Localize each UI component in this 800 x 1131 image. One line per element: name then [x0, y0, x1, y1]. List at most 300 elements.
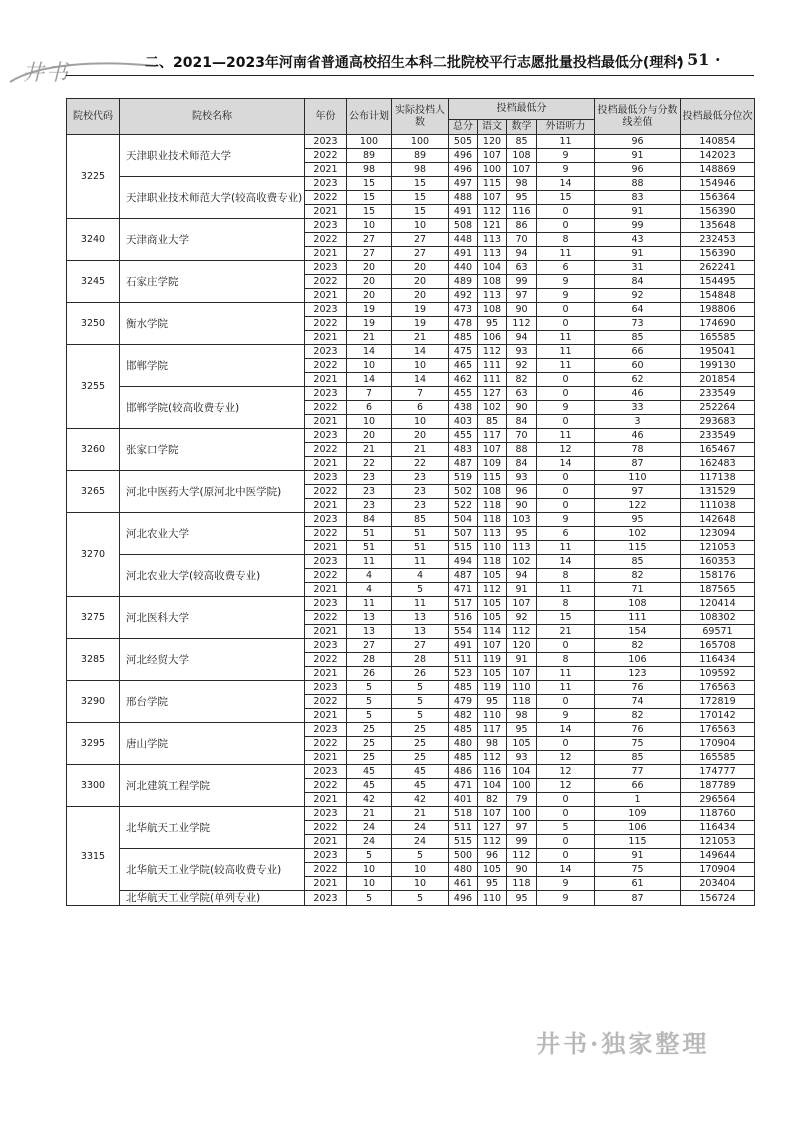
listening-cell: 8	[537, 597, 595, 611]
year-cell: 2023	[305, 429, 347, 443]
diff-cell: 76	[595, 723, 681, 737]
listening-cell: 11	[537, 541, 595, 555]
listening-cell: 0	[537, 415, 595, 429]
rank-cell: 158176	[681, 569, 755, 583]
math-cell: 97	[507, 289, 537, 303]
chinese-cell: 111	[478, 373, 507, 387]
table-row	[67, 849, 755, 863]
total-cell: 505	[449, 135, 478, 149]
rank-cell: 187789	[681, 779, 755, 793]
school-code-cell: 3300	[67, 765, 120, 807]
listening-cell: 0	[537, 849, 595, 863]
math-cell: 110	[507, 681, 537, 695]
page-title: 二、2021—2023年河南省普通高校招生本科二批院校平行志愿批量投档最低分(理科)	[145, 55, 684, 71]
listening-cell: 9	[537, 877, 595, 891]
table-row	[67, 261, 755, 275]
plan-cell: 10	[347, 863, 392, 877]
actual-cell: 15	[392, 177, 449, 191]
year-cell: 2022	[305, 233, 347, 247]
actual-cell: 21	[392, 331, 449, 345]
total-cell: 494	[449, 555, 478, 569]
listening-cell: 12	[537, 443, 595, 457]
plan-cell: 100	[347, 135, 392, 149]
table-row	[67, 345, 755, 359]
year-cell: 2021	[305, 247, 347, 261]
listening-cell: 0	[537, 835, 595, 849]
year-cell: 2022	[305, 317, 347, 331]
school-name-cell: 河北中医药大学(原河北中医学院)	[120, 471, 305, 513]
rank-cell: 121053	[681, 541, 755, 555]
col-header-total: 总分	[449, 120, 478, 135]
actual-cell: 13	[392, 625, 449, 639]
year-cell: 2023	[305, 807, 347, 821]
diff-cell: 123	[595, 667, 681, 681]
diff-cell: 75	[595, 863, 681, 877]
actual-cell: 24	[392, 821, 449, 835]
chinese-cell: 110	[478, 541, 507, 555]
math-cell: 95	[507, 891, 537, 906]
total-cell: 462	[449, 373, 478, 387]
actual-cell: 89	[392, 149, 449, 163]
total-cell: 502	[449, 485, 478, 499]
chinese-cell: 119	[478, 653, 507, 667]
chinese-cell: 120	[478, 135, 507, 149]
actual-cell: 25	[392, 737, 449, 751]
math-cell: 86	[507, 219, 537, 233]
chinese-cell: 119	[478, 681, 507, 695]
listening-cell: 11	[537, 135, 595, 149]
school-name-cell: 邯郸学院	[120, 345, 305, 387]
diff-cell: 78	[595, 443, 681, 457]
diff-cell: 74	[595, 695, 681, 709]
actual-cell: 20	[392, 289, 449, 303]
diff-cell: 73	[595, 317, 681, 331]
listening-cell: 0	[537, 219, 595, 233]
chinese-cell: 104	[478, 261, 507, 275]
table-row	[67, 597, 755, 611]
chinese-cell: 95	[478, 877, 507, 891]
plan-cell: 25	[347, 751, 392, 765]
total-cell: 403	[449, 415, 478, 429]
total-cell: 440	[449, 261, 478, 275]
listening-cell: 14	[537, 863, 595, 877]
math-cell: 90	[507, 499, 537, 513]
chinese-cell: 100	[478, 163, 507, 177]
year-cell: 2023	[305, 597, 347, 611]
math-cell: 82	[507, 373, 537, 387]
table-row	[67, 513, 755, 527]
col-header-code: 院校代码	[67, 99, 120, 135]
math-cell: 90	[507, 863, 537, 877]
actual-cell: 20	[392, 275, 449, 289]
year-cell: 2023	[305, 723, 347, 737]
listening-cell: 11	[537, 667, 595, 681]
school-name-cell: 邢台学院	[120, 681, 305, 723]
math-cell: 94	[507, 569, 537, 583]
math-cell: 102	[507, 555, 537, 569]
rank-cell: 203404	[681, 877, 755, 891]
footer-watermark: 井书·独家整理	[536, 1029, 710, 1058]
math-cell: 95	[507, 527, 537, 541]
diff-cell: 91	[595, 205, 681, 219]
total-cell: 480	[449, 863, 478, 877]
math-cell: 100	[507, 807, 537, 821]
diff-cell: 76	[595, 681, 681, 695]
total-cell: 488	[449, 191, 478, 205]
scores-table-container	[66, 98, 754, 906]
plan-cell: 15	[347, 177, 392, 191]
math-cell: 107	[507, 597, 537, 611]
rank-cell: 148869	[681, 163, 755, 177]
scores-table	[66, 98, 755, 906]
listening-cell: 21	[537, 625, 595, 639]
actual-cell: 15	[392, 191, 449, 205]
actual-cell: 11	[392, 597, 449, 611]
total-cell: 448	[449, 233, 478, 247]
plan-cell: 98	[347, 163, 392, 177]
rank-cell: 121053	[681, 835, 755, 849]
total-cell: 461	[449, 877, 478, 891]
school-code-cell: 3260	[67, 429, 120, 471]
math-cell: 84	[507, 457, 537, 471]
diff-cell: 46	[595, 429, 681, 443]
school-name-cell: 河北医科大学	[120, 597, 305, 639]
rank-cell: 187565	[681, 583, 755, 597]
math-cell: 70	[507, 429, 537, 443]
year-cell: 2023	[305, 639, 347, 653]
listening-cell: 12	[537, 779, 595, 793]
school-name-cell: 河北建筑工程学院	[120, 765, 305, 807]
year-cell: 2021	[305, 499, 347, 513]
actual-cell: 5	[392, 695, 449, 709]
diff-cell: 62	[595, 373, 681, 387]
year-cell: 2022	[305, 863, 347, 877]
school-name-cell: 北华航天工业学院(较高收费专业)	[120, 849, 305, 891]
plan-cell: 27	[347, 639, 392, 653]
math-cell: 63	[507, 387, 537, 401]
listening-cell: 6	[537, 527, 595, 541]
school-name-cell: 河北农业大学	[120, 513, 305, 555]
actual-cell: 98	[392, 163, 449, 177]
listening-cell: 15	[537, 611, 595, 625]
chinese-cell: 112	[478, 205, 507, 219]
listening-cell: 9	[537, 163, 595, 177]
listening-cell: 9	[537, 891, 595, 906]
math-cell: 98	[507, 177, 537, 191]
rank-cell: 142023	[681, 149, 755, 163]
rank-cell: 176563	[681, 723, 755, 737]
math-cell: 90	[507, 401, 537, 415]
school-code-cell: 3270	[67, 513, 120, 597]
header-rule	[66, 75, 754, 76]
diff-cell: 106	[595, 653, 681, 667]
school-code-cell: 3245	[67, 261, 120, 303]
rank-cell: 165585	[681, 331, 755, 345]
diff-cell: 88	[595, 177, 681, 191]
year-cell: 2022	[305, 779, 347, 793]
total-cell: 485	[449, 331, 478, 345]
plan-cell: 21	[347, 331, 392, 345]
table-row	[67, 639, 755, 653]
actual-cell: 45	[392, 765, 449, 779]
actual-cell: 85	[392, 513, 449, 527]
rank-cell: 156390	[681, 205, 755, 219]
table-header	[67, 99, 755, 135]
math-cell: 118	[507, 695, 537, 709]
diff-cell: 85	[595, 331, 681, 345]
actual-cell: 14	[392, 373, 449, 387]
chinese-cell: 109	[478, 457, 507, 471]
chinese-cell: 115	[478, 471, 507, 485]
actual-cell: 10	[392, 877, 449, 891]
actual-cell: 26	[392, 667, 449, 681]
total-cell: 522	[449, 499, 478, 513]
year-cell: 2022	[305, 611, 347, 625]
rank-cell: 174690	[681, 317, 755, 331]
rank-cell: 165467	[681, 443, 755, 457]
col-header-diff: 投档最低分与分数线差值	[595, 99, 681, 135]
year-cell: 2022	[305, 275, 347, 289]
col-header-actual: 实际投档人数	[392, 99, 449, 135]
total-cell: 496	[449, 149, 478, 163]
total-cell: 455	[449, 429, 478, 443]
listening-cell: 11	[537, 681, 595, 695]
diff-cell: 82	[595, 709, 681, 723]
total-cell: 485	[449, 723, 478, 737]
chinese-cell: 105	[478, 597, 507, 611]
diff-cell: 85	[595, 751, 681, 765]
listening-cell: 0	[537, 793, 595, 807]
diff-cell: 96	[595, 135, 681, 149]
total-cell: 479	[449, 695, 478, 709]
actual-cell: 25	[392, 751, 449, 765]
rank-cell: 170904	[681, 863, 755, 877]
actual-cell: 27	[392, 247, 449, 261]
table-row	[67, 555, 755, 569]
year-cell: 2023	[305, 303, 347, 317]
year-cell: 2021	[305, 457, 347, 471]
math-cell: 108	[507, 149, 537, 163]
plan-cell: 20	[347, 289, 392, 303]
total-cell: 491	[449, 205, 478, 219]
rank-cell: 118760	[681, 807, 755, 821]
diff-cell: 83	[595, 191, 681, 205]
actual-cell: 51	[392, 527, 449, 541]
diff-cell: 97	[595, 485, 681, 499]
rank-cell: 262241	[681, 261, 755, 275]
chinese-cell: 107	[478, 443, 507, 457]
chinese-cell: 118	[478, 555, 507, 569]
listening-cell: 0	[537, 499, 595, 513]
chinese-cell: 112	[478, 751, 507, 765]
plan-cell: 5	[347, 681, 392, 695]
chinese-cell: 107	[478, 807, 507, 821]
year-cell: 2023	[305, 219, 347, 233]
school-name-cell: 天津职业技术师范大学	[120, 135, 305, 177]
page-number: · 51 ·	[676, 50, 721, 69]
rank-cell: 117138	[681, 471, 755, 485]
plan-cell: 89	[347, 149, 392, 163]
actual-cell: 5	[392, 709, 449, 723]
actual-cell: 4	[392, 569, 449, 583]
rank-cell: 198806	[681, 303, 755, 317]
chinese-cell: 115	[478, 177, 507, 191]
chinese-cell: 112	[478, 345, 507, 359]
year-cell: 2021	[305, 583, 347, 597]
rank-cell: 111038	[681, 499, 755, 513]
listening-cell: 9	[537, 513, 595, 527]
diff-cell: 122	[595, 499, 681, 513]
listening-cell: 0	[537, 317, 595, 331]
total-cell: 489	[449, 275, 478, 289]
plan-cell: 23	[347, 499, 392, 513]
year-cell: 2022	[305, 485, 347, 499]
total-cell: 487	[449, 569, 478, 583]
chinese-cell: 118	[478, 513, 507, 527]
actual-cell: 21	[392, 443, 449, 457]
listening-cell: 9	[537, 149, 595, 163]
actual-cell: 11	[392, 555, 449, 569]
year-cell: 2022	[305, 443, 347, 457]
plan-cell: 45	[347, 779, 392, 793]
school-name-cell: 天津商业大学	[120, 219, 305, 261]
chinese-cell: 104	[478, 779, 507, 793]
table-row	[67, 219, 755, 233]
year-cell: 2023	[305, 345, 347, 359]
rank-cell: 69571	[681, 625, 755, 639]
diff-cell: 115	[595, 835, 681, 849]
math-cell: 94	[507, 331, 537, 345]
year-cell: 2022	[305, 569, 347, 583]
listening-cell: 9	[537, 275, 595, 289]
school-code-cell: 3285	[67, 639, 120, 681]
plan-cell: 42	[347, 793, 392, 807]
rank-cell: 172819	[681, 695, 755, 709]
chinese-cell: 117	[478, 723, 507, 737]
actual-cell: 14	[392, 345, 449, 359]
plan-cell: 14	[347, 373, 392, 387]
diff-cell: 91	[595, 849, 681, 863]
table-row	[67, 303, 755, 317]
math-cell: 120	[507, 639, 537, 653]
plan-cell: 27	[347, 233, 392, 247]
plan-cell: 23	[347, 485, 392, 499]
year-cell: 2023	[305, 765, 347, 779]
actual-cell: 5	[392, 891, 449, 906]
diff-cell: 75	[595, 737, 681, 751]
total-cell: 508	[449, 219, 478, 233]
math-cell: 93	[507, 345, 537, 359]
math-cell: 112	[507, 625, 537, 639]
year-cell: 2021	[305, 709, 347, 723]
year-cell: 2022	[305, 737, 347, 751]
rank-cell: 174777	[681, 765, 755, 779]
actual-cell: 19	[392, 303, 449, 317]
diff-cell: 106	[595, 821, 681, 835]
rank-cell: 156724	[681, 891, 755, 906]
table-row	[67, 387, 755, 401]
year-cell: 2022	[305, 149, 347, 163]
year-cell: 2023	[305, 555, 347, 569]
plan-cell: 5	[347, 695, 392, 709]
listening-cell: 0	[537, 471, 595, 485]
year-cell: 2021	[305, 793, 347, 807]
listening-cell: 9	[537, 289, 595, 303]
table-row	[67, 765, 755, 779]
diff-cell: 43	[595, 233, 681, 247]
rank-cell: 156390	[681, 247, 755, 261]
table-row	[67, 723, 755, 737]
diff-cell: 109	[595, 807, 681, 821]
listening-cell: 14	[537, 555, 595, 569]
chinese-cell: 82	[478, 793, 507, 807]
math-cell: 96	[507, 485, 537, 499]
rank-cell: 199130	[681, 359, 755, 373]
year-cell: 2021	[305, 835, 347, 849]
table-row	[67, 681, 755, 695]
listening-cell: 9	[537, 401, 595, 415]
diff-cell: 71	[595, 583, 681, 597]
math-cell: 92	[507, 611, 537, 625]
year-cell: 2022	[305, 821, 347, 835]
rank-cell: 149644	[681, 849, 755, 863]
diff-cell: 92	[595, 289, 681, 303]
chinese-cell: 106	[478, 331, 507, 345]
listening-cell: 11	[537, 247, 595, 261]
actual-cell: 10	[392, 863, 449, 877]
diff-cell: 95	[595, 513, 681, 527]
diff-cell: 96	[595, 163, 681, 177]
chinese-cell: 110	[478, 891, 507, 906]
listening-cell: 15	[537, 191, 595, 205]
actual-cell: 6	[392, 401, 449, 415]
plan-cell: 5	[347, 891, 392, 906]
total-cell: 401	[449, 793, 478, 807]
total-cell: 475	[449, 345, 478, 359]
listening-cell: 6	[537, 261, 595, 275]
total-cell: 487	[449, 457, 478, 471]
rank-cell: 233549	[681, 387, 755, 401]
diff-cell: 91	[595, 149, 681, 163]
listening-cell: 0	[537, 807, 595, 821]
plan-cell: 5	[347, 709, 392, 723]
plan-cell: 5	[347, 849, 392, 863]
chinese-cell: 121	[478, 219, 507, 233]
rank-cell: 252264	[681, 401, 755, 415]
math-cell: 118	[507, 877, 537, 891]
total-cell: 507	[449, 527, 478, 541]
year-cell: 2023	[305, 681, 347, 695]
actual-cell: 23	[392, 471, 449, 485]
diff-cell: 1	[595, 793, 681, 807]
actual-cell: 28	[392, 653, 449, 667]
total-cell: 516	[449, 611, 478, 625]
math-cell: 98	[507, 709, 537, 723]
diff-cell: 61	[595, 877, 681, 891]
math-cell: 105	[507, 737, 537, 751]
total-cell: 497	[449, 177, 478, 191]
diff-cell: 46	[595, 387, 681, 401]
rank-cell: 131529	[681, 485, 755, 499]
chinese-cell: 113	[478, 527, 507, 541]
chinese-cell: 118	[478, 499, 507, 513]
diff-cell: 66	[595, 345, 681, 359]
rank-cell: 160353	[681, 555, 755, 569]
chinese-cell: 116	[478, 765, 507, 779]
plan-cell: 6	[347, 401, 392, 415]
actual-cell: 5	[392, 681, 449, 695]
plan-cell: 15	[347, 191, 392, 205]
